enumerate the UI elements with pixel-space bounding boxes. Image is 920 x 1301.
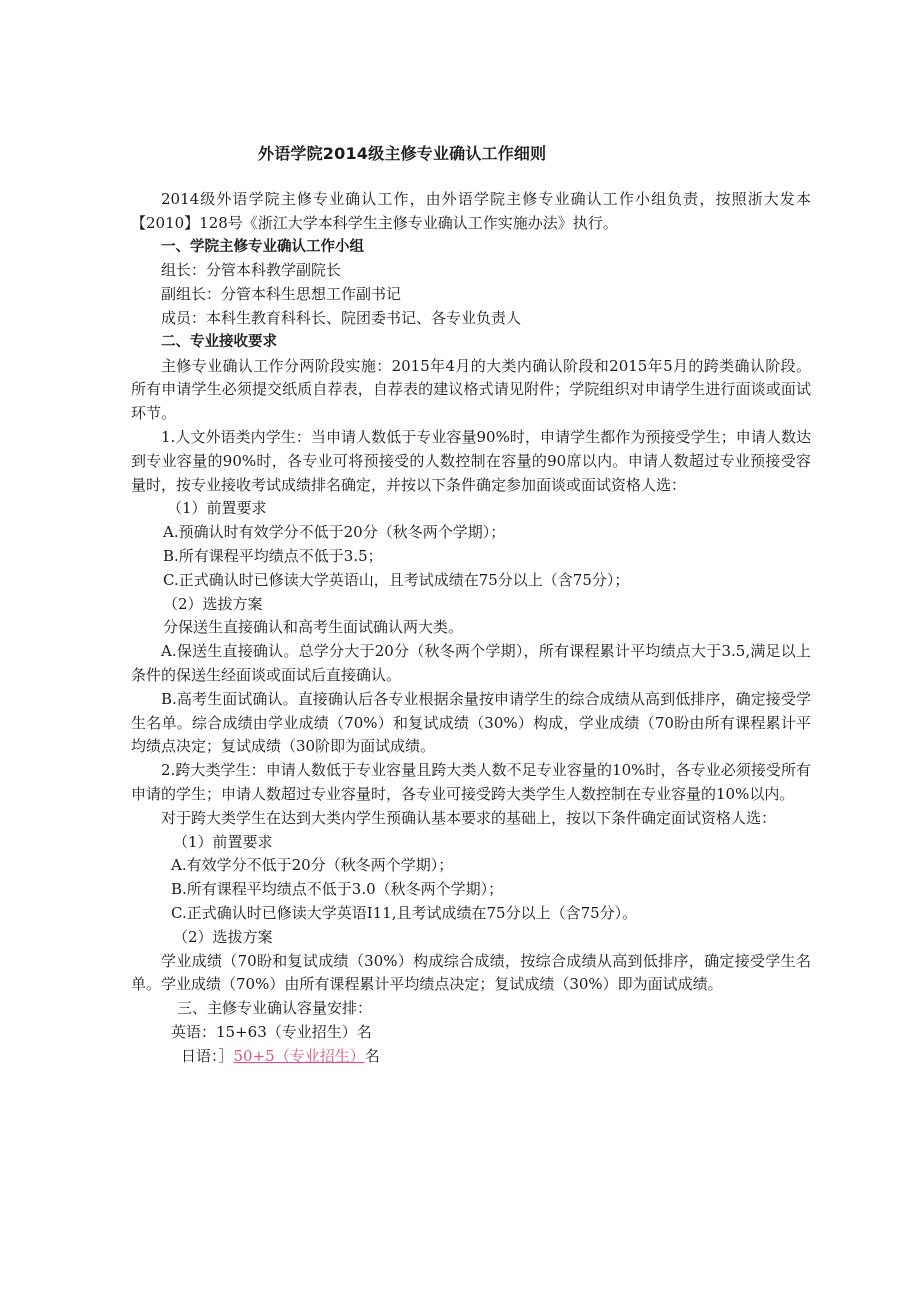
s2-b-item-a: A.保送生直接确认。总学分大于20分（秋冬两个学期），所有课程累计平均绩点大于3.5,满足以上条件的保送生经面谈或面试后直接确认。 [131, 642, 811, 684]
s2-a-item-b: B.所有课程平均绩点不低于3.5； [163, 546, 383, 565]
s3-japanese-quota-link[interactable]: 50+5（专业招生） [233, 1046, 365, 1065]
s1-vice-leader: 副组长：分管本科生思想工作副书记 [161, 285, 402, 304]
s2-b-heading: （2）选拔方案 [163, 594, 263, 613]
s2-a-item-a: A.预确认时有效学分不低于20分（秋冬两个学期）； [163, 523, 506, 542]
s2-a-heading: （1）前置要求 [167, 499, 267, 518]
section-2-heading: 二、专业接收要求 [161, 333, 277, 350]
s1-leader: 组长：分管本科教学副院长 [161, 261, 342, 280]
s2-c-item-a: A.有效学分不低于20分（秋冬两个学期）； [171, 856, 454, 875]
s2-paragraph-1: 主修专业确认工作分两阶段实施：2015年4月的大类内确认阶段和2015年5月的跨类确认阶段。所有申请学生必须提交纸质自荐表，自荐表的建议格式请见附件；学院组织对申请学生进行面谈或面试环节。 [131, 356, 811, 423]
s2-b-item-b: B.高考生面试确认。直接确认后各专业根据余量按申请学生的综合成绩从高到低排序，确定接受学生名单。综合成绩由学业成绩（70%）和复试成绩（30%）构成，学业成绩（70盼由所有课程累计平均绩点决定；复试成绩（30阶即为面试成绩。 [131, 689, 811, 756]
s2-d-paragraph: 学业成绩（70盼和复试成绩（30%）构成综合成绩，按综合成绩从高到低排序，确定接受学生名单。学业成绩（70%）由所有课程累计平均绩点决定；复试成绩（30%）即为面试成绩。 [131, 951, 811, 994]
s2-b-intro: 分保送生直接确认和高考生面试确认两大类。 [163, 618, 464, 637]
s2-paragraph-3: 2.跨大类学生：申请人数低于专业容量且跨大类人数不足专业容量的10%时，各专业必须接受所有申请的学生；申请人数超过专业容量时，各专业可接受跨大类学生人数控制在专业容量的10%以内。 [131, 761, 811, 803]
s2-paragraph-2: 1.人文外语类内学生：当申请人数低于专业容量90%时，申请学生都作为预接受学生；申请人数达到专业容量的90%时，各专业可将预接受的人数控制在容量的90席以内。申请人数超过专业预接受容量时，按专业接收考试成绩排名确定，并按以下条件确定参加面谈或面试资格人选： [131, 427, 811, 494]
s1-members: 成员：本科生教育科科长、院团委书记、各专业负责人 [161, 308, 522, 327]
s2-paragraph-4: 对于跨大类学生在达到大类内学生预确认基本要求的基础上，按以下条件确定面试资格人选： [161, 808, 777, 827]
s2-c-item-b: B.所有课程平均绩点不低于3.0（秋冬两个学期）； [171, 880, 504, 899]
s3-japanese [131, 1045, 811, 1069]
document-body [131, 188, 811, 1068]
s3-english: 英语：15+63（专业招生）名 [171, 1022, 372, 1041]
s3-japanese-label: 日语：］ [181, 1046, 234, 1065]
s3-japanese-suffix: 名 [364, 1046, 380, 1065]
s2-c-item-c: C.正式确认时已修读大学英语I11,且考试成绩在75分以上（含75分）。 [171, 903, 638, 922]
section-1-heading: 一、学院主修专业确认工作小组 [161, 238, 364, 255]
document-title: 外语学院2014级主修专业确认工作细则 [258, 144, 547, 163]
s2-c-heading: （1）前置要求 [173, 832, 273, 851]
section-3-heading: 三、主修专业确认容量安排： [177, 999, 373, 1018]
s2-d-heading: （2）选拔方案 [173, 927, 273, 946]
intro-paragraph: 2014级外语学院主修专业确认工作，由外语学院主修专业确认工作小组负责，按照浙大发本【2010】128号《浙江大学本科学生主修专业确认工作实施办法》执行。 [131, 190, 811, 232]
s2-a-item-c: C.正式确认时已修读大学英语山，且考试成绩在75分以上（含75分）； [163, 570, 630, 589]
